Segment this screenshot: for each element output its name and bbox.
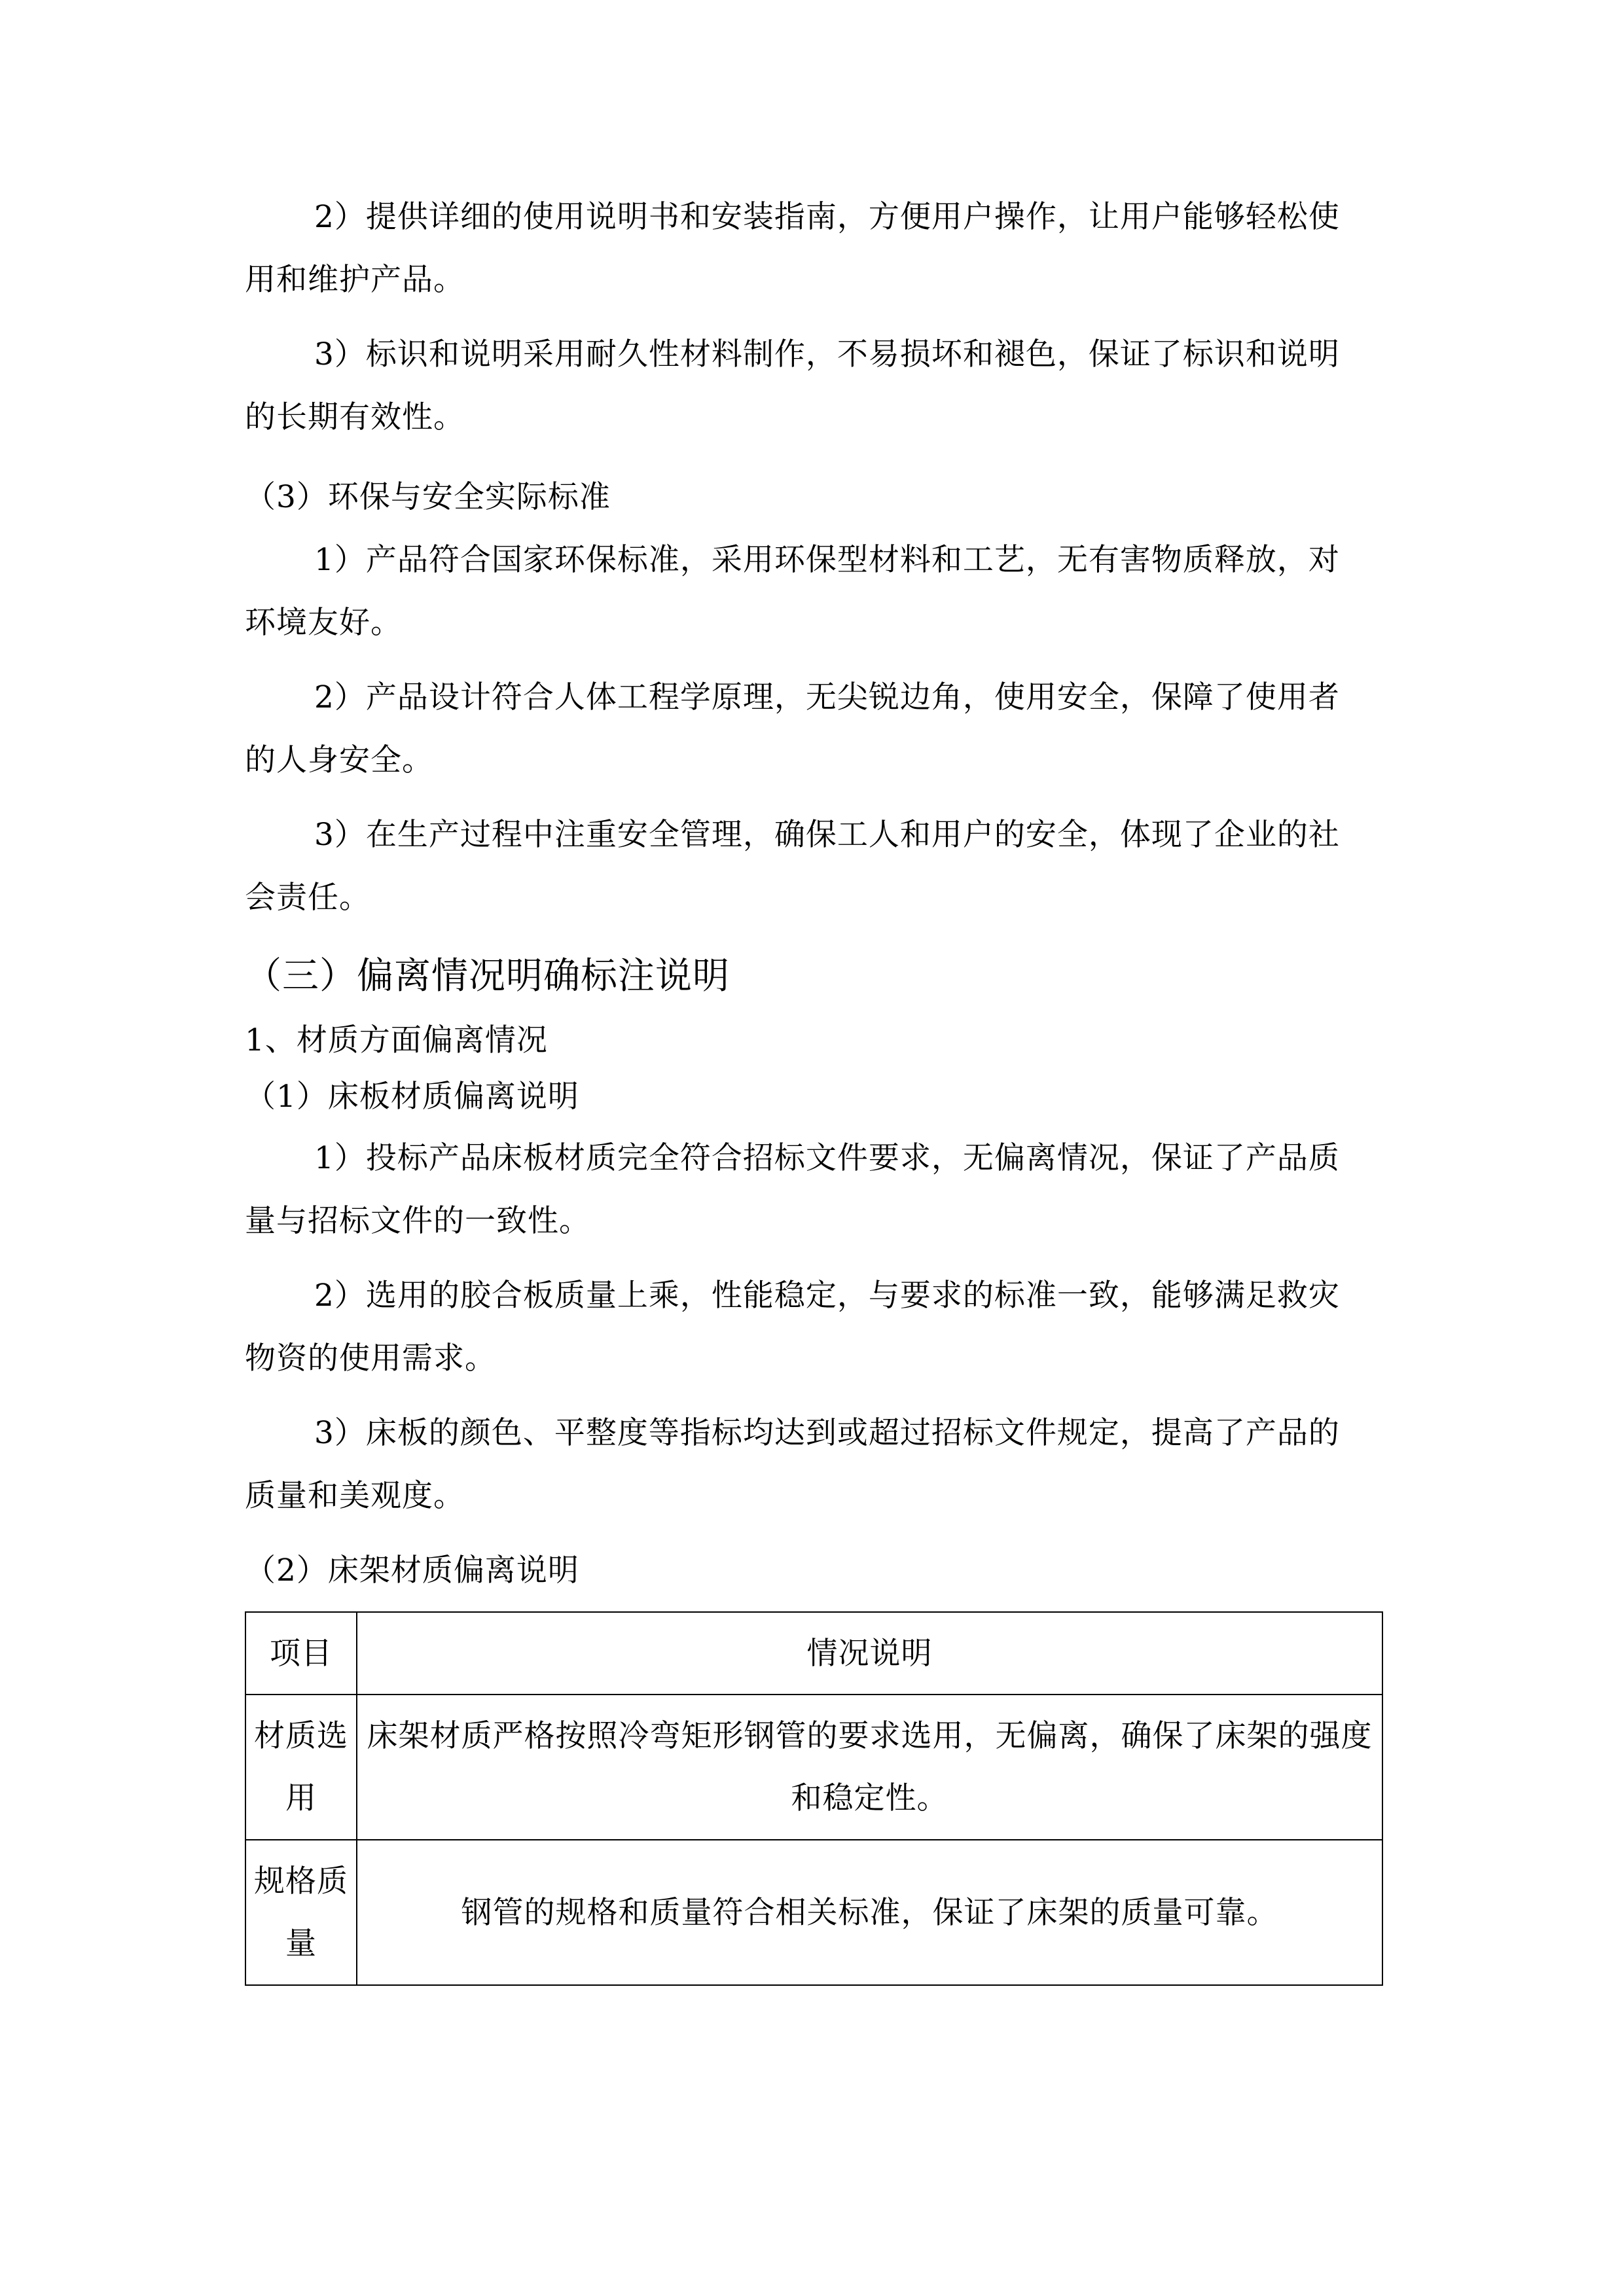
- subsection-title: 1、材质方面偏离情况: [245, 1022, 548, 1058]
- paragraph-line: 用和维护产品。: [245, 262, 465, 298]
- cell-item-text: 规格质量: [254, 1863, 348, 1962]
- paragraph-line: 2）选用的胶合板质量上乘，性能稳定，与要求的标准一致，能够满足救灾: [314, 1278, 1340, 1314]
- table-row: [245, 1695, 1382, 1840]
- table-cell-item: [245, 1840, 357, 1985]
- chapter-title: （三）偏离情况明确标注说明: [245, 955, 730, 997]
- section-title: （1）床板材质偏离说明: [245, 1079, 579, 1115]
- paragraph-line: 1）投标产品床板材质完全符合招标文件要求，无偏离情况，保证了产品质: [314, 1140, 1340, 1176]
- table-header-row: [245, 1612, 1382, 1695]
- paragraph-line: 1）产品符合国家环保标准，采用环保型材料和工艺，无有害物质释放，对: [314, 542, 1340, 578]
- cell-desc-text: 床架材质严格按照冷弯矩形钢管的要求选用，无偏离，确保了床架的强度和稳定性。: [367, 1718, 1373, 1816]
- section-title: （2）床架材质偏离说明: [245, 1552, 579, 1588]
- paragraph-line: 的人身安全。: [245, 742, 433, 778]
- paragraph-line: 2）提供详细的使用说明书和安装指南，方便用户操作，让用户能够轻松使: [314, 199, 1340, 235]
- paragraph-line: 3）在生产过程中注重安全管理，确保工人和用户的安全，体现了企业的社: [314, 817, 1340, 853]
- table-cell-desc: [357, 1840, 1382, 1985]
- cell-desc-text: 钢管的规格和质量符合相关标准，保证了床架的质量可靠。: [461, 1894, 1278, 1931]
- paragraph-line: 会责任。: [245, 880, 370, 916]
- paragraph-line: 3）床板的颜色、平整度等指标均达到或超过招标文件规定，提高了产品的: [314, 1415, 1340, 1451]
- paragraph-line: 物资的使用需求。: [245, 1340, 496, 1376]
- table-header-item: 项目: [245, 1612, 357, 1695]
- paragraph-line: 量与招标文件的一致性。: [245, 1203, 590, 1239]
- cell-item-text: 材质选用: [254, 1718, 348, 1816]
- paragraph-line: 质量和美观度。: [245, 1478, 465, 1514]
- table-header-desc: 情况说明: [357, 1612, 1382, 1695]
- deviation-table: [245, 1611, 1383, 1986]
- paragraph-line: 2）产品设计符合人体工程学原理，无尖锐边角，使用安全，保障了使用者: [314, 679, 1340, 715]
- paragraph-line: 的长期有效性。: [245, 399, 465, 435]
- table-cell-item: [245, 1695, 357, 1840]
- paragraph-line: 环境友好。: [245, 605, 402, 641]
- table-row: [245, 1840, 1382, 1985]
- section-title: （3）环保与安全实际标准: [245, 479, 611, 515]
- paragraph-line: 3）标识和说明采用耐久性材料制作，不易损坏和褪色，保证了标识和说明: [314, 336, 1340, 372]
- table-cell-desc: [357, 1695, 1382, 1840]
